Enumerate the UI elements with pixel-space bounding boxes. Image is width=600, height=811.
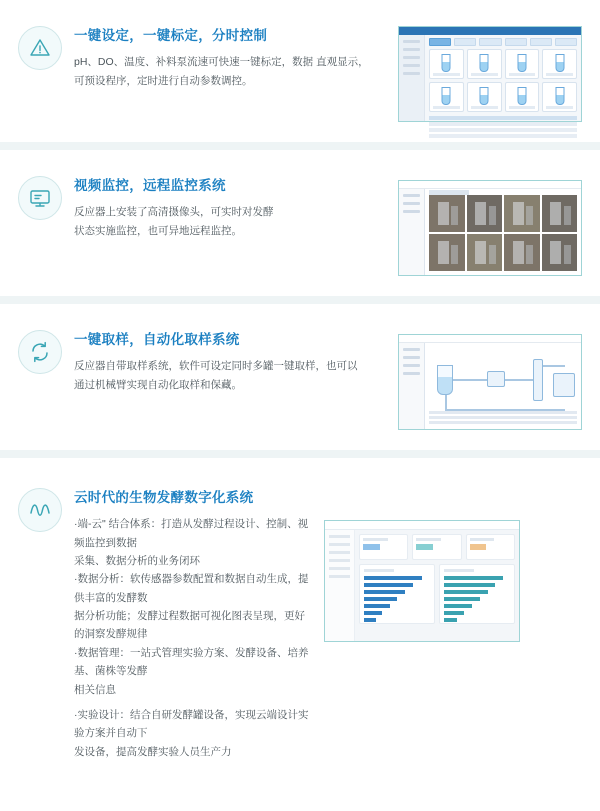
flow-line	[445, 395, 447, 409]
feature-body-line: ·端-云" 结合体系：打造从发酵过程设计、控制、视频监控到数据	[74, 518, 309, 549]
chart-row	[359, 564, 515, 624]
vessel-label	[433, 73, 460, 76]
vessel-icon	[555, 87, 564, 105]
vessel-label	[546, 73, 573, 76]
mini-nav-item	[403, 56, 420, 59]
mini-content	[425, 343, 581, 429]
feature-section-4	[0, 458, 600, 771]
mini-app-window	[325, 521, 519, 641]
feature-body-line: pH、DO、温度、补料泵流速可快速一键标定，数据 直观显示，	[74, 56, 369, 69]
flow-node-pump	[487, 371, 505, 387]
wave-signal-icon	[18, 488, 62, 532]
bar	[364, 611, 382, 615]
feature-text-1	[74, 22, 388, 90]
camera-tile[interactable]	[467, 195, 503, 232]
bar	[364, 576, 422, 580]
feature-title: 一键取样，自动化取样系统	[74, 332, 240, 347]
vessel-card	[429, 49, 464, 79]
vessel-card	[467, 49, 502, 79]
summary-card	[359, 534, 408, 560]
mini-sidebar	[399, 35, 425, 121]
mini-tab	[429, 38, 451, 46]
feature-body	[74, 53, 388, 90]
mini-nav-item	[403, 194, 420, 197]
mini-sidebar	[399, 343, 425, 429]
bar	[364, 590, 405, 594]
bar	[444, 583, 495, 587]
table-row	[429, 134, 577, 138]
vessel-card	[542, 82, 577, 112]
mini-tab	[530, 38, 552, 46]
mini-app-window	[399, 335, 581, 429]
feature-section-3	[0, 304, 600, 450]
feature-text-3	[74, 326, 388, 394]
feature-body-line: 相关信息	[74, 683, 116, 696]
feature-section-2	[0, 150, 600, 296]
camera-tile[interactable]	[429, 234, 465, 271]
feature-body-line: 据分析功能；发酵过程数据可视化图表呈现，更好的洞察发酵规律	[74, 610, 305, 641]
feature-body-line: 状态实施监控，也可异地远程监控。	[74, 224, 242, 237]
card-value	[363, 544, 380, 550]
flow-line	[505, 379, 533, 381]
video-monitoring-screenshot[interactable]	[398, 180, 582, 276]
body-spacer	[74, 699, 314, 706]
mini-nav-item	[403, 348, 420, 351]
feature-title: 视频监控，远程监控系统	[74, 178, 226, 193]
chart-title	[444, 569, 474, 572]
card-title	[363, 538, 388, 541]
cloud-analytics-dashboard-screenshot[interactable]	[324, 520, 520, 642]
vessel-icon	[442, 87, 451, 105]
camera-tile[interactable]	[504, 195, 540, 232]
vessel-label	[509, 73, 536, 76]
mini-nav-item	[329, 559, 350, 562]
card-title	[470, 538, 495, 541]
vessel-label	[471, 73, 498, 76]
feature-section-1	[0, 0, 600, 142]
vessel-card	[467, 82, 502, 112]
bar	[444, 576, 503, 580]
flow-node-vessel	[437, 365, 453, 395]
feature-title: 云时代的生物发酵数字化系统	[74, 490, 254, 505]
mini-tab	[454, 38, 476, 46]
mini-nav-item	[403, 64, 420, 67]
monitor-icon	[18, 176, 62, 220]
flow-node-robot-arm	[533, 359, 543, 401]
bar	[364, 597, 397, 601]
vessel-card	[505, 49, 540, 79]
vessel-icon	[517, 87, 526, 105]
mini-vessel-grid	[425, 49, 581, 112]
status-row	[429, 416, 577, 419]
mini-data-table	[425, 112, 581, 138]
vessel-icon	[517, 54, 526, 72]
chart-title	[364, 569, 394, 572]
vessel-icon	[480, 54, 489, 72]
mini-tab-row	[425, 35, 581, 49]
summary-card	[412, 534, 461, 560]
vessel-card	[505, 82, 540, 112]
bar	[444, 611, 464, 615]
bar-chart-right	[439, 564, 515, 624]
mini-tab	[505, 38, 527, 46]
status-row	[429, 411, 577, 414]
vessel-label	[509, 106, 536, 109]
mini-nav-item	[329, 575, 350, 578]
refresh-cycle-icon	[18, 330, 62, 374]
feature-body-line: ·数据分析：软传感器参数配置和数据自动生成，提供丰富的发酵数	[74, 573, 309, 604]
vessel-card	[429, 82, 464, 112]
warning-triangle-icon	[18, 26, 62, 70]
mini-nav-item	[403, 72, 420, 75]
mini-titlebar	[399, 335, 581, 343]
feature-body-line: 通过机械臂实现自动化取样和保藏。	[74, 378, 242, 391]
mini-nav-item	[329, 535, 350, 538]
camera-tile[interactable]	[467, 234, 503, 271]
mini-app-window	[399, 181, 581, 275]
table-row	[429, 122, 577, 126]
mini-nav-item	[403, 202, 420, 205]
camera-grid	[429, 195, 577, 271]
camera-tile[interactable]	[429, 195, 465, 232]
feature-body-line: ·数据管理：一站式管理实验方案、发酵设备、培养基、菌株等发酵	[74, 646, 309, 678]
sampling-flow-screenshot[interactable]	[398, 334, 582, 430]
vessel-icon	[555, 54, 564, 72]
mini-status-list	[429, 411, 577, 426]
mini-sidebar	[399, 189, 425, 275]
mini-content	[355, 530, 519, 641]
summary-card	[466, 534, 515, 560]
table-row	[429, 128, 577, 132]
status-row	[429, 421, 577, 424]
feature-body	[74, 515, 314, 761]
camera-tile[interactable]	[542, 234, 578, 271]
bioreactor-dashboard-screenshot[interactable]	[398, 26, 582, 122]
mini-nav-item	[403, 364, 420, 367]
bar	[444, 597, 480, 601]
section-divider	[0, 142, 600, 150]
mini-sidebar	[325, 530, 355, 641]
feature-body-line: 反应器自带取样系统，软件可设定同时多罐一键取样，也可以	[74, 360, 358, 373]
mini-nav-item	[403, 372, 420, 375]
bar-chart-left	[359, 564, 435, 624]
card-value	[470, 544, 487, 550]
summary-card-row	[359, 534, 515, 560]
vessel-label	[546, 106, 573, 109]
mini-titlebar	[325, 521, 519, 530]
vessel-icon	[480, 87, 489, 105]
mini-titlebar	[399, 181, 581, 189]
feature-title: 一键设定，一键标定，分时控制	[74, 28, 268, 43]
card-value	[416, 544, 433, 550]
feature-text-4	[74, 484, 314, 761]
feature-body-line: 发设备，提高发酵实验人员生产力	[74, 745, 232, 758]
mini-titlebar	[399, 27, 581, 35]
vessel-card	[542, 49, 577, 79]
camera-tile[interactable]	[542, 195, 578, 232]
bar	[364, 618, 376, 622]
mini-nav-item	[403, 356, 420, 359]
mini-nav-item	[329, 567, 350, 570]
table-row	[429, 116, 577, 120]
bar	[364, 604, 390, 608]
feature-body-line: 采集、数据分析的业务闭环	[74, 554, 200, 567]
mini-tab	[479, 38, 501, 46]
vessel-label	[471, 106, 498, 109]
feature-body	[74, 357, 388, 394]
feature-text-2	[74, 172, 388, 240]
bar	[444, 604, 472, 608]
mini-nav-item	[403, 210, 420, 213]
mini-nav-item	[329, 551, 350, 554]
flow-line	[453, 379, 487, 381]
camera-tile[interactable]	[504, 234, 540, 271]
flow-line	[543, 365, 565, 367]
mini-nav-item	[403, 48, 420, 51]
section-divider	[0, 296, 600, 304]
mini-nav-item	[329, 543, 350, 546]
feature-body-line: 可预设程序，定时进行自动参数调控。	[74, 74, 253, 87]
vessel-icon	[442, 54, 451, 72]
feature-body	[74, 203, 388, 240]
feature-body-line: 反应器上安装了高清摄像头，可实时对发酵	[74, 206, 274, 219]
mini-nav-item	[403, 40, 420, 43]
page-bottom-spacer	[0, 771, 600, 811]
bar	[444, 618, 457, 622]
feature-body-line: ·实验设计：结合自研发酵罐设备，实现云端设计实验方案并自动下	[74, 708, 309, 740]
vessel-label	[433, 106, 460, 109]
section-divider	[0, 450, 600, 458]
card-title	[416, 538, 441, 541]
mini-app-window	[399, 27, 581, 121]
flow-node-rack	[553, 373, 575, 397]
mini-tab	[555, 38, 577, 46]
mini-content	[425, 35, 581, 121]
bar	[364, 583, 413, 587]
bar	[444, 590, 488, 594]
